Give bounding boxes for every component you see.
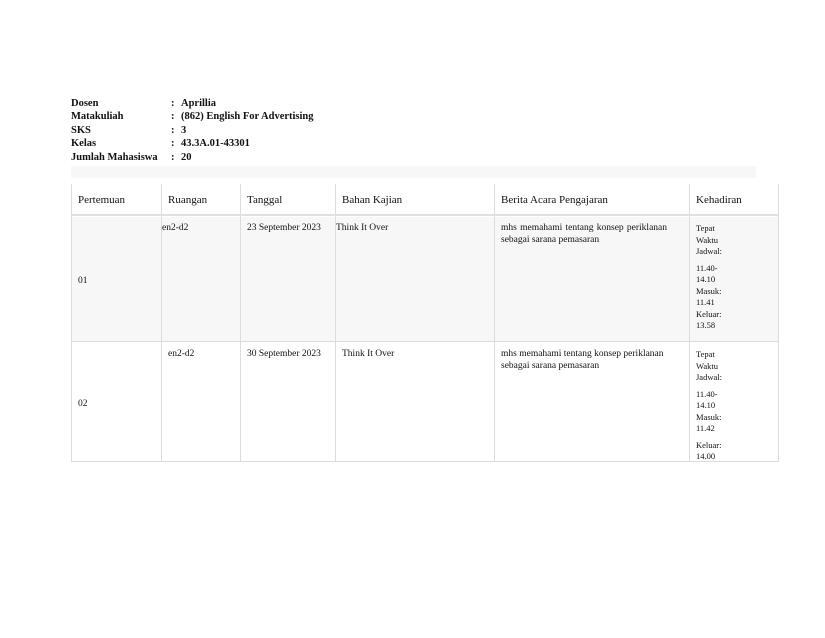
dosen-label: Dosen [71, 98, 99, 109]
sks-label: SKS [71, 124, 91, 136]
row2-ruangan: en2-d2 [168, 349, 195, 359]
matakuliah-colon: : [171, 111, 175, 123]
row2-bahan: Think It Over [342, 349, 395, 359]
course-info [71, 97, 314, 164]
row-separator [72, 341, 778, 342]
header-bahan-kajian: Bahan Kajian [342, 194, 403, 206]
kelas-colon: : [171, 138, 175, 150]
column-divider [689, 184, 690, 461]
row2-keluar-label: Keluar: [696, 439, 722, 450]
row1-berita: mhs memahami tentang konsep periklanan sebagai sarana pemasaran [501, 223, 667, 245]
column-divider [240, 184, 241, 461]
info-row-kelas [71, 137, 314, 150]
row1-jadwal-label: Jadwal: [696, 246, 722, 256]
jumlah-value: 20 [181, 151, 192, 163]
row2-masuk-label: Masuk: [696, 411, 722, 422]
row2-jadwal-label: Jadwal: [696, 372, 722, 382]
row1-pertemuan: 01 [78, 276, 88, 286]
sks-value: 3 [181, 124, 187, 136]
matakuliah-value: (862) English For Advertising [181, 111, 314, 123]
header-ruangan: Ruangan [168, 194, 208, 206]
row1-tanggal: 23 September 2023 [247, 223, 321, 233]
attendance-table [71, 184, 779, 462]
section-divider [71, 166, 756, 178]
row1-ruangan: en2-d2 [162, 223, 189, 233]
info-row-matakuliah [71, 110, 314, 123]
row2-tanggal: 30 September 2023 [247, 349, 321, 359]
jumlah-label: Jumlah Mahasiswa [71, 151, 158, 163]
row2-berita: mhs memahami tentang konsep periklanan sebagai sarana pemasaran [501, 349, 664, 371]
matakuliah-label: Matakuliah [71, 111, 124, 123]
row2-masuk: 11.42 [696, 423, 715, 433]
dosen-colon: : [171, 98, 175, 109]
info-row-sks [71, 124, 314, 137]
row1-bahan: Think It Over [336, 223, 389, 233]
row1-status: Tepat Waktu [696, 223, 718, 245]
row2-pertemuan: 02 [78, 399, 88, 409]
row1-kehadiran [696, 223, 732, 332]
info-row-jumlah [71, 151, 314, 164]
row2-keluar: 14.00 [696, 451, 716, 461]
info-row-dosen [71, 97, 314, 110]
row1-masuk-label: Masuk: [696, 285, 722, 296]
header-berita-acara: Berita Acara Pengajaran [501, 194, 608, 206]
row1-keluar-label: Keluar: [696, 308, 722, 319]
row2-status: Tepat Waktu [696, 349, 718, 371]
kelas-label: Kelas [71, 138, 97, 150]
column-divider [494, 184, 495, 461]
sks-colon: : [171, 124, 175, 136]
kelas-value: 43.3A.01-43301 [181, 138, 250, 150]
row2-jadwal: 11.40-14.10 [696, 388, 718, 410]
row1-masuk: 11.41 [696, 297, 715, 307]
row1-jadwal: 11.40-14.10 [696, 262, 718, 284]
row1-keluar: 13.58 [696, 320, 716, 330]
row-shade [72, 217, 778, 341]
jumlah-colon: : [171, 151, 175, 163]
header-pertemuan: Pertemuan [78, 194, 126, 206]
dosen-value: Aprillia [181, 98, 217, 109]
row2-kehadiran [696, 349, 732, 463]
header-kehadiran: Kehadiran [696, 194, 742, 206]
header-tanggal: Tanggal [247, 194, 283, 206]
